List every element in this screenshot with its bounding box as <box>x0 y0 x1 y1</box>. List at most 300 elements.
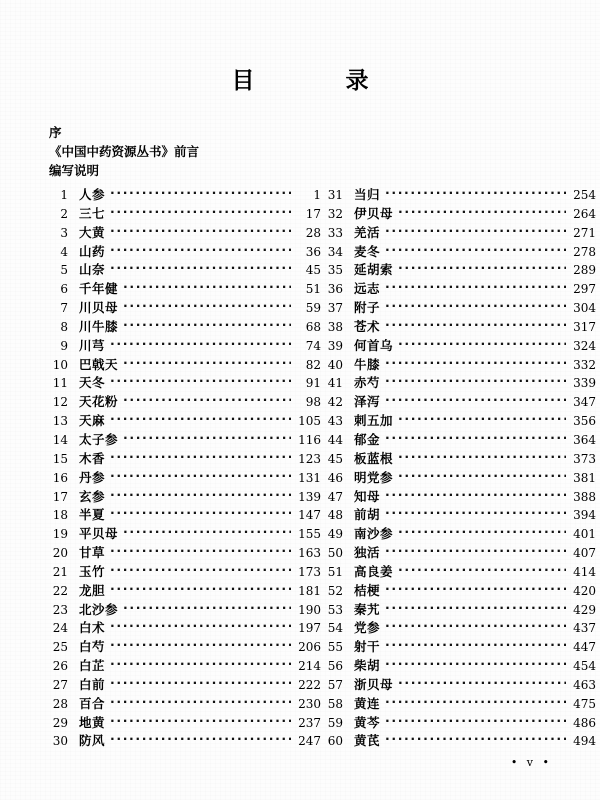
toc-column-left <box>46 185 321 750</box>
toc-entry-page-number: 271 <box>573 225 596 240</box>
toc-entry-number: 16 <box>52 470 68 485</box>
toc-dot-leader <box>385 658 566 670</box>
toc-entry-title[interactable]: 川贝母 <box>79 300 119 316</box>
toc-entry-title[interactable]: 射干 <box>354 639 381 655</box>
toc-dot-leader <box>123 394 291 406</box>
toc-entry[interactable] <box>321 449 596 468</box>
toc-entry-title[interactable]: 伊贝母 <box>354 205 394 221</box>
toc-entry-number: 6 <box>60 282 68 297</box>
toc-entry-title[interactable]: 知母 <box>354 488 381 504</box>
toc-entry-page-number: 59 <box>305 301 321 316</box>
toc-entry-number: 13 <box>52 414 68 429</box>
frontmatter-list <box>49 123 600 180</box>
toc-entry-title[interactable]: 前胡 <box>354 507 381 523</box>
toc-entry-number: 20 <box>52 546 68 561</box>
toc-entry-page-number: 407 <box>573 546 596 561</box>
toc-entry-title[interactable]: 何首乌 <box>354 337 394 353</box>
toc-dot-leader <box>398 526 566 538</box>
toc-dot-leader <box>398 413 566 425</box>
toc-entry[interactable] <box>321 373 596 392</box>
toc-entry-page-number: 324 <box>573 338 596 353</box>
toc-dot-leader <box>110 677 291 689</box>
toc-entry-page-number: 74 <box>305 338 321 353</box>
toc-entry-title[interactable]: 党参 <box>354 620 381 636</box>
toc-entry[interactable] <box>46 581 321 600</box>
toc-dot-leader <box>110 620 291 632</box>
toc-entry[interactable] <box>46 317 321 336</box>
toc-entry-page-number: 254 <box>573 188 596 202</box>
toc-dot-leader <box>385 489 566 501</box>
toc-entry-title[interactable]: 黄芩 <box>354 714 381 730</box>
toc-entry-number: 21 <box>52 564 68 579</box>
toc-entry-number: 9 <box>60 338 68 353</box>
toc-entry-page-number: 278 <box>573 244 596 259</box>
toc-entry[interactable] <box>321 694 596 713</box>
toc-entry-title[interactable]: 大黄 <box>79 224 106 240</box>
toc-dot-leader <box>385 639 566 651</box>
toc-entry-number: 41 <box>327 376 343 391</box>
toc-columns <box>0 185 600 750</box>
toc-entry-title[interactable]: 远志 <box>354 281 381 297</box>
toc-entry-number: 12 <box>52 395 68 410</box>
toc-entry-number: 2 <box>60 206 68 221</box>
toc-entry[interactable] <box>321 656 596 675</box>
toc-entry-page-number: 373 <box>573 451 596 466</box>
toc-dot-leader <box>385 225 566 237</box>
toc-dot-leader <box>110 715 291 727</box>
toc-entry-title[interactable]: 天麻 <box>79 413 106 429</box>
toc-entry-title[interactable]: 郁金 <box>354 431 381 447</box>
toc-entry-number: 58 <box>327 696 343 711</box>
toc-dot-leader <box>110 206 291 218</box>
toc-entry-number: 18 <box>52 508 68 523</box>
toc-entry[interactable] <box>321 713 596 732</box>
toc-entry[interactable] <box>321 487 596 506</box>
toc-entry-number: 43 <box>327 414 343 429</box>
toc-entry-number: 15 <box>52 451 68 466</box>
toc-entry[interactable] <box>46 223 321 242</box>
toc-dot-leader <box>385 319 566 331</box>
toc-entry[interactable] <box>321 505 596 524</box>
toc-entry-title[interactable]: 桔梗 <box>354 582 381 598</box>
toc-entry[interactable] <box>321 430 596 449</box>
toc-entry-title[interactable]: 柴胡 <box>354 658 381 674</box>
page-number-footer: • v • <box>510 756 552 769</box>
toc-entry-title[interactable]: 浙贝母 <box>354 676 394 692</box>
toc-dot-leader <box>123 319 291 331</box>
toc-entry[interactable] <box>321 279 596 298</box>
toc-entry-number: 36 <box>327 282 343 297</box>
toc-dot-leader <box>385 357 566 369</box>
toc-entry-number: 14 <box>52 432 68 447</box>
toc-entry-number: 60 <box>327 734 343 749</box>
toc-dot-leader <box>110 658 291 670</box>
toc-entry[interactable] <box>321 204 596 223</box>
toc-entry[interactable] <box>321 336 596 355</box>
frontmatter-item-preface: 序 <box>49 125 62 140</box>
toc-entry[interactable] <box>321 468 596 487</box>
toc-entry[interactable] <box>46 392 321 411</box>
toc-dot-leader <box>398 470 566 482</box>
toc-entry-page-number: 214 <box>298 659 321 674</box>
toc-entry-number: 35 <box>327 263 343 278</box>
toc-entry-number: 8 <box>60 319 68 334</box>
toc-dot-leader <box>385 715 566 727</box>
toc-entry-page-number: 197 <box>298 621 321 636</box>
toc-entry-number: 47 <box>327 489 343 504</box>
toc-entry-number: 50 <box>327 546 343 561</box>
toc-entry-title[interactable]: 天花粉 <box>79 394 119 410</box>
toc-entry-page-number: 163 <box>298 546 321 561</box>
toc-entry-number: 4 <box>60 244 68 259</box>
toc-entry-title[interactable]: 附子 <box>354 300 381 316</box>
toc-entry[interactable] <box>321 298 596 317</box>
page-title: 目 录 <box>231 68 403 94</box>
toc-entry-page-number: 447 <box>573 640 596 655</box>
toc-dot-leader <box>385 733 566 745</box>
toc-entry-page-number: 237 <box>298 715 321 730</box>
toc-entry-title[interactable]: 天冬 <box>79 375 106 391</box>
toc-entry-page-number: 181 <box>298 583 321 598</box>
toc-entry-number: 27 <box>52 677 68 692</box>
toc-dot-leader <box>110 262 291 274</box>
toc-entry-number: 49 <box>327 527 343 542</box>
toc-entry-title[interactable]: 板蓝根 <box>354 450 394 466</box>
toc-dot-leader <box>110 489 291 501</box>
toc-entry-page-number: 356 <box>573 414 596 429</box>
toc-entry[interactable] <box>321 223 596 242</box>
toc-dot-leader <box>398 564 566 576</box>
toc-entry[interactable] <box>321 185 596 204</box>
toc-entry-number: 44 <box>327 432 343 447</box>
toc-dot-leader <box>123 281 291 293</box>
toc-entry-title[interactable]: 山奈 <box>79 262 106 278</box>
toc-entry-number: 26 <box>52 659 68 674</box>
toc-entry-title[interactable]: 黄芪 <box>354 733 381 749</box>
toc-entry-page-number: 289 <box>573 263 596 278</box>
frontmatter-item-series-foreword: 《中国中药资源丛书》前言 <box>49 144 200 159</box>
toc-dot-leader <box>385 244 566 256</box>
toc-dot-leader <box>398 338 566 350</box>
toc-entry[interactable] <box>46 487 321 506</box>
toc-dot-leader <box>398 677 566 689</box>
toc-entry-title[interactable]: 龙胆 <box>79 582 106 598</box>
toc-entry-number: 59 <box>327 715 343 730</box>
toc-entry-page-number: 230 <box>298 696 321 711</box>
toc-column-right <box>321 185 596 750</box>
toc-entry[interactable] <box>321 637 596 656</box>
toc-entry-number: 38 <box>327 319 343 334</box>
toc-entry-page-number: 332 <box>573 357 596 372</box>
toc-dot-leader <box>385 281 566 293</box>
toc-entry[interactable] <box>46 355 321 374</box>
toc-entry[interactable] <box>321 242 596 261</box>
toc-entry-page-number: 381 <box>573 470 596 485</box>
toc-dot-leader <box>123 526 291 538</box>
toc-entry-page-number: 437 <box>573 621 596 636</box>
toc-entry[interactable] <box>46 204 321 223</box>
toc-entry-page-number: 463 <box>573 677 596 692</box>
toc-entry[interactable] <box>321 600 596 619</box>
toc-entry-number: 30 <box>52 734 68 749</box>
toc-entry-page-number: 131 <box>298 470 321 485</box>
toc-entry-title[interactable]: 高良姜 <box>354 563 394 579</box>
toc-entry[interactable] <box>46 260 321 279</box>
toc-entry-page-number: 304 <box>573 301 596 316</box>
toc-entry-number: 53 <box>327 602 343 617</box>
toc-dot-leader <box>123 357 291 369</box>
toc-entry[interactable] <box>321 675 596 694</box>
toc-entry-page-number: 190 <box>298 602 321 617</box>
toc-entry[interactable] <box>46 336 321 355</box>
toc-entry-page-number: 105 <box>298 414 321 429</box>
toc-entry[interactable] <box>46 373 321 392</box>
toc-entry-number: 45 <box>327 451 343 466</box>
toc-entry-title[interactable]: 玉竹 <box>79 563 106 579</box>
toc-entry-title[interactable]: 三七 <box>79 205 106 221</box>
toc-entry-number: 46 <box>327 470 343 485</box>
toc-entry[interactable] <box>46 713 321 732</box>
toc-entry-title[interactable]: 苍术 <box>354 318 381 334</box>
toc-entry[interactable] <box>46 242 321 261</box>
toc-dot-leader <box>110 545 291 557</box>
toc-entry[interactable] <box>46 731 321 750</box>
toc-entry[interactable] <box>46 505 321 524</box>
toc-entry-title[interactable]: 人参 <box>79 187 106 202</box>
toc-entry[interactable] <box>321 524 596 543</box>
toc-entry-number: 33 <box>327 225 343 240</box>
toc-entry[interactable] <box>321 618 596 637</box>
toc-dot-leader <box>110 639 291 651</box>
toc-entry-title[interactable]: 山药 <box>79 243 106 259</box>
toc-entry-number: 56 <box>327 659 343 674</box>
toc-entry-title[interactable]: 巴戟天 <box>79 356 119 372</box>
toc-entry-title[interactable]: 平贝母 <box>79 526 119 542</box>
toc-entry-page-number: 486 <box>573 715 596 730</box>
toc-entry-title[interactable]: 甘草 <box>79 545 106 561</box>
toc-entry-title[interactable]: 延胡索 <box>354 262 394 278</box>
toc-entry-number: 42 <box>327 395 343 410</box>
toc-entry[interactable] <box>46 185 321 204</box>
toc-entry-number: 3 <box>60 225 68 240</box>
toc-dot-leader <box>385 602 566 614</box>
toc-entry-page-number: 339 <box>573 376 596 391</box>
toc-entry-number: 54 <box>327 621 343 636</box>
toc-entry-page-number: 264 <box>573 206 596 221</box>
toc-entry-page-number: 17 <box>305 206 321 221</box>
toc-entry-page-number: 429 <box>573 602 596 617</box>
toc-entry-page-number: 123 <box>298 451 321 466</box>
toc-entry-title[interactable]: 丹参 <box>79 469 106 485</box>
toc-entry-page-number: 475 <box>573 696 596 711</box>
toc-entry-title[interactable]: 白术 <box>79 620 106 636</box>
toc-entry[interactable] <box>46 524 321 543</box>
toc-dot-leader <box>110 225 291 237</box>
toc-dot-leader <box>110 375 291 387</box>
toc-entry[interactable] <box>46 430 321 449</box>
toc-entry-page-number: 1 <box>313 188 321 202</box>
toc-dot-leader <box>385 375 566 387</box>
toc-entry-page-number: 222 <box>298 677 321 692</box>
toc-entry-page-number: 401 <box>573 527 596 542</box>
toc-entry-title[interactable]: 地黄 <box>79 714 106 730</box>
toc-entry-number: 1 <box>60 188 68 202</box>
toc-entry[interactable] <box>46 279 321 298</box>
toc-dot-leader <box>385 696 566 708</box>
toc-entry-number: 28 <box>52 696 68 711</box>
toc-entry[interactable] <box>321 411 596 430</box>
toc-entry-page-number: 364 <box>573 432 596 447</box>
toc-dot-leader <box>123 432 291 444</box>
toc-dot-leader <box>398 451 566 463</box>
toc-entry-page-number: 317 <box>573 319 596 334</box>
toc-dot-leader <box>110 564 291 576</box>
toc-entry-title[interactable]: 羌活 <box>354 224 381 240</box>
toc-dot-leader <box>398 206 566 218</box>
toc-dot-leader <box>110 338 291 350</box>
toc-entry[interactable] <box>46 675 321 694</box>
toc-entry-page-number: 454 <box>573 659 596 674</box>
toc-entry[interactable] <box>321 392 596 411</box>
toc-entry-page-number: 247 <box>298 734 321 749</box>
toc-dot-leader <box>110 507 291 519</box>
toc-dot-leader <box>123 300 291 312</box>
toc-entry-page-number: 347 <box>573 395 596 410</box>
toc-entry-number: 32 <box>327 206 343 221</box>
toc-entry-page-number: 388 <box>573 489 596 504</box>
toc-entry[interactable] <box>321 260 596 279</box>
toc-entry[interactable] <box>321 731 596 750</box>
toc-entry[interactable] <box>46 562 321 581</box>
toc-entry-title[interactable]: 半夏 <box>79 507 106 523</box>
toc-entry-page-number: 45 <box>305 263 321 278</box>
toc-entry-title[interactable]: 泽泻 <box>354 394 381 410</box>
toc-entry-number: 22 <box>52 583 68 598</box>
toc-dot-leader <box>110 244 291 256</box>
toc-entry-page-number: 36 <box>305 244 321 259</box>
toc-entry-title[interactable]: 白前 <box>79 676 106 692</box>
toc-dot-leader <box>110 187 291 199</box>
toc-dot-leader <box>385 620 566 632</box>
toc-entry[interactable] <box>46 600 321 619</box>
toc-entry-title[interactable]: 太子参 <box>79 431 119 447</box>
toc-entry-page-number: 98 <box>305 395 321 410</box>
toc-entry[interactable] <box>46 543 321 562</box>
toc-dot-leader <box>398 262 566 274</box>
toc-entry-number: 7 <box>60 301 68 316</box>
toc-entry[interactable] <box>46 637 321 656</box>
toc-dot-leader <box>385 583 566 595</box>
toc-dot-leader <box>385 507 566 519</box>
toc-dot-leader <box>385 300 566 312</box>
toc-entry-title[interactable]: 黄连 <box>354 695 381 711</box>
toc-entry-title[interactable]: 独活 <box>354 545 381 561</box>
toc-entry-number: 10 <box>52 357 68 372</box>
toc-entry-title[interactable]: 白芍 <box>79 639 106 655</box>
toc-entry[interactable] <box>46 656 321 675</box>
toc-entry-page-number: 494 <box>573 734 596 749</box>
toc-entry-title[interactable]: 北沙参 <box>79 601 119 617</box>
toc-dot-leader <box>110 583 291 595</box>
toc-entry-number: 39 <box>327 338 343 353</box>
toc-entry-title[interactable]: 当归 <box>354 187 381 202</box>
toc-entry[interactable] <box>46 298 321 317</box>
toc-entry-page-number: 82 <box>305 357 321 372</box>
toc-dot-leader <box>110 451 291 463</box>
frontmatter-item-editorial-notes: 编写说明 <box>49 163 100 178</box>
toc-entry[interactable] <box>321 543 596 562</box>
toc-entry[interactable] <box>321 355 596 374</box>
toc-entry-number: 19 <box>52 527 68 542</box>
toc-entry[interactable] <box>46 411 321 430</box>
toc-entry-title[interactable]: 百合 <box>79 695 106 711</box>
toc-entry-number: 40 <box>327 357 343 372</box>
toc-entry-title[interactable]: 川芎 <box>79 337 106 353</box>
toc-entry-page-number: 155 <box>298 527 321 542</box>
toc-entry-title[interactable]: 川牛膝 <box>79 318 119 334</box>
toc-entry-number: 11 <box>52 376 68 391</box>
toc-entry-title[interactable]: 白芷 <box>79 658 106 674</box>
toc-dot-leader <box>110 413 291 425</box>
toc-dot-leader <box>385 432 566 444</box>
toc-entry[interactable] <box>46 449 321 468</box>
toc-dot-leader <box>110 733 291 745</box>
toc-entry-number: 23 <box>52 602 68 617</box>
toc-entry-page-number: 206 <box>298 640 321 655</box>
toc-entry[interactable] <box>321 581 596 600</box>
toc-entry-page-number: 173 <box>298 564 321 579</box>
toc-entry-title[interactable]: 赤芍 <box>354 375 381 391</box>
toc-entry-page-number: 139 <box>298 489 321 504</box>
toc-entry-title[interactable]: 玄参 <box>79 488 106 504</box>
toc-dot-leader <box>385 187 566 199</box>
toc-entry-title[interactable]: 秦艽 <box>354 601 381 617</box>
toc-entry[interactable] <box>46 618 321 637</box>
toc-entry-title[interactable]: 防风 <box>79 733 106 749</box>
toc-entry[interactable] <box>321 317 596 336</box>
toc-entry[interactable] <box>46 468 321 487</box>
toc-entry-title[interactable]: 千年健 <box>79 281 119 297</box>
toc-dot-leader <box>385 394 566 406</box>
toc-entry-page-number: 420 <box>573 583 596 598</box>
toc-dot-leader <box>385 545 566 557</box>
toc-entry-page-number: 414 <box>573 564 596 579</box>
toc-dot-leader <box>123 602 291 614</box>
toc-entry-page-number: 91 <box>305 376 321 391</box>
toc-entry-number: 25 <box>52 640 68 655</box>
toc-entry-title[interactable]: 麦冬 <box>354 243 381 259</box>
toc-entry-title[interactable]: 牛膝 <box>354 356 381 372</box>
toc-entry[interactable] <box>46 694 321 713</box>
toc-entry-page-number: 147 <box>298 508 321 523</box>
toc-dot-leader <box>110 696 291 708</box>
toc-entry-title[interactable]: 南沙参 <box>354 526 394 542</box>
toc-entry-page-number: 394 <box>573 508 596 523</box>
toc-entry-page-number: 116 <box>298 432 321 447</box>
toc-dot-leader <box>110 470 291 482</box>
toc-entry-title[interactable]: 明党参 <box>354 469 394 485</box>
toc-entry[interactable] <box>321 562 596 581</box>
toc-entry-number: 29 <box>52 715 68 730</box>
toc-entry-title[interactable]: 刺五加 <box>354 413 394 429</box>
toc-entry-number: 57 <box>327 677 343 692</box>
toc-entry-title[interactable]: 木香 <box>79 450 106 466</box>
toc-entry-page-number: 51 <box>305 282 321 297</box>
toc-entry-number: 52 <box>327 583 343 598</box>
toc-entry-number: 5 <box>60 263 68 278</box>
toc-entry-number: 31 <box>327 188 343 202</box>
toc-entry-number: 48 <box>327 508 343 523</box>
